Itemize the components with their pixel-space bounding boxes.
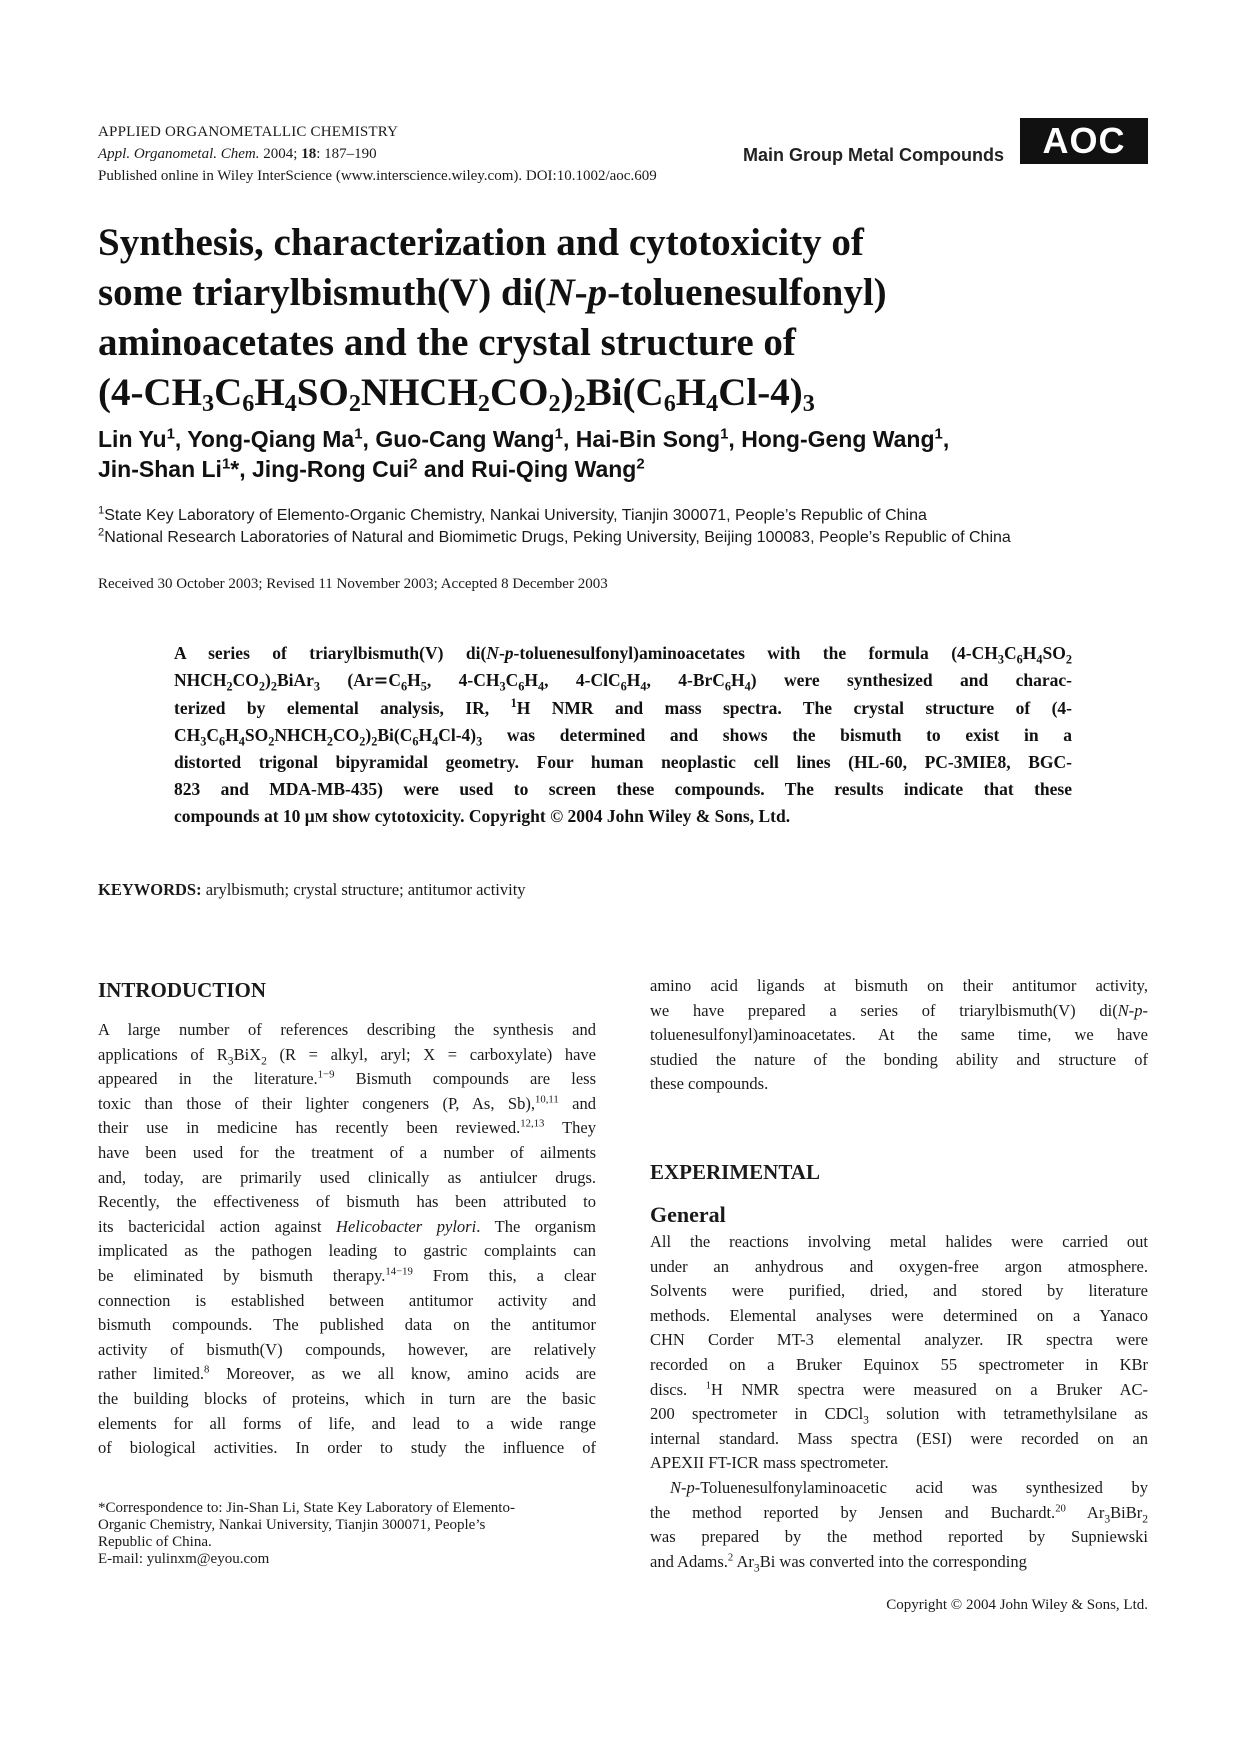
formula-text: ) xyxy=(560,371,574,414)
page-copyright: Copyright © 2004 John Wiley & Sons, Ltd. xyxy=(886,1597,1148,1613)
formula-subscript: 3 xyxy=(802,390,815,418)
title-line-1: Synthesis, characterization and cytotoxicity of xyxy=(98,221,864,264)
author-affiliation-marker: 1 xyxy=(720,425,729,443)
text-line: bismuth compounds. The published data on the antitumor xyxy=(98,1315,596,1335)
text-line: their use in medicine has recently been reviewed.$^{12,13}$ They xyxy=(98,1117,596,1138)
formula-text: Bi(C xyxy=(585,371,664,414)
author-affiliation-marker: 1 xyxy=(354,425,363,443)
general-subheading: General xyxy=(650,1202,726,1227)
citation-volume: 18 xyxy=(301,146,317,162)
abstract xyxy=(174,640,1072,832)
author-name: Jin-Shan Li xyxy=(98,456,222,482)
journal-name: APPLIED ORGANOMETALLIC CHEMISTRY xyxy=(98,124,399,140)
formula-subscript: 3 xyxy=(201,390,215,418)
text-line: have been used for the treatment of a number of ailments xyxy=(98,1142,596,1162)
text-line: A large number of references describing the synthesis and xyxy=(98,1020,596,1039)
text-line: implicated as the pathogen leading to gastric complaints can xyxy=(98,1241,596,1261)
citation-year: 2004; xyxy=(259,146,302,162)
text-line: CHN Corder MT-3 elemental analyzer. IR spectra were xyxy=(650,1330,1148,1350)
formula-text: Cl-4) xyxy=(718,371,803,414)
text-line: we have prepared a series of triarylbismuth(V) di(N-p- xyxy=(650,1000,1148,1020)
text-line: studied the nature of the bonding ability and structure of xyxy=(650,1049,1148,1069)
text-line: connection is established between antitumor activity and xyxy=(98,1290,596,1310)
text-line: was prepared by the method reported by Supniewski xyxy=(650,1527,1148,1547)
text-line: and Adams.$^2$ $Ar_3Bi$ was converted into the corresponding xyxy=(650,1551,1027,1575)
text-line: its bactericidal action against Helicobacter pylori. The organism xyxy=(98,1216,596,1236)
section-label: Main Group Metal Compounds xyxy=(743,145,1004,165)
formula-subscript: 2 xyxy=(548,390,561,418)
text-line: of biological activities. In order to study the influence of xyxy=(98,1438,596,1458)
introduction-heading: INTRODUCTION xyxy=(98,978,267,1002)
author-affiliation-marker: 1 xyxy=(166,425,175,443)
formula-subscript: 4 xyxy=(706,390,719,418)
author-affiliation-marker: 2 xyxy=(409,455,418,473)
introduction-continued xyxy=(650,974,1148,1097)
formula-subscript: 2 xyxy=(477,390,490,418)
author-name: and Rui-Qing Wang xyxy=(417,456,637,482)
text-line: methods. Elemental analyses were determined on a Yanaco xyxy=(650,1305,1148,1325)
text-line: elements for all forms of life, and lead to a wide range xyxy=(98,1413,596,1433)
text-line: rather limited.$^8$ Moreover, as we all know, amino acids are xyxy=(98,1363,596,1384)
title-formula xyxy=(98,368,1148,418)
title-text: some triarylbismuth(V) di( xyxy=(98,271,547,314)
text-line: 200 spectrometer in CDCl$_3$ solution with tetramethylsilane as xyxy=(650,1404,1148,1427)
text-line: activity of bismuth(V) compounds, however, are relatively xyxy=(98,1339,596,1359)
keywords xyxy=(98,880,526,900)
text-line: Recently, the effectiveness of bismuth has been attributed to xyxy=(98,1192,596,1212)
author-name: , xyxy=(942,426,950,452)
formula-text: C xyxy=(214,371,243,414)
abstract-line: distorted trigonal bipyramidal geometry. Four human neoplastic cell lines (HL-60, PC-3MIE8, BGC- xyxy=(174,752,1072,772)
author-affiliation-marker: 2 xyxy=(636,455,645,473)
affiliation-1 xyxy=(98,505,927,527)
text-line: toluenesulfonyl)aminoacetates. At the same time, we have xyxy=(650,1025,1148,1045)
abstract-line: compounds at 10 μM show cytotoxicity. Copyright © 2004 John Wiley & Sons, Ltd. xyxy=(174,806,791,826)
text-line: under an anhydrous and oxygen-free argon atmosphere. xyxy=(650,1256,1148,1276)
title-line-2 xyxy=(98,268,1148,318)
title-italic: p xyxy=(587,271,608,314)
citation xyxy=(98,144,377,164)
author-name: , Hong-Geng Wang xyxy=(728,426,935,452)
abstract-line: $NHCH_2CO_2)_2BiAr_3$ ($Ar=C_6H_5$, $4-CH_3C_6H_4$, $4-ClC_6H_4$, $4-BrC_6H_4$) were synthesized and charac- xyxy=(174,670,1073,694)
formula-text: SO xyxy=(296,371,349,414)
text-line: Solvents were purified, dried, and stored by literature xyxy=(650,1281,1148,1301)
formula-subscript: 6 xyxy=(242,390,255,418)
text-line: N-p-Toluenesulfonylaminoacetic acid was synthesized by xyxy=(670,1477,1148,1497)
text-line: appeared in the literature.$^{1-9}$ Bismuth compounds are less xyxy=(98,1068,596,1089)
formula-text: H xyxy=(254,371,285,414)
text-line: toxic than those of their lighter congeners (P, As, Sb),$^{10,11}$ and xyxy=(98,1093,596,1113)
citation-pages: : 187–190 xyxy=(316,146,377,162)
author-list xyxy=(98,424,1158,484)
text-line: applications of $R_3BiX_2$ (R = alkyl, aryl; X = carboxylate) have xyxy=(98,1044,597,1067)
affiliation-number: 2 xyxy=(98,526,105,539)
author-affiliation-marker: 1 xyxy=(221,455,231,473)
text-line: recorded on a Bruker Equinox 55 spectrometer in KBr xyxy=(650,1354,1148,1374)
footnote-line: *Correspondence to: Jin-Shan Li, State Key Laboratory of Elemento- xyxy=(98,1500,515,1516)
formula-text: (4-CH xyxy=(98,371,202,414)
text-line: discs. $^1$H NMR spectra were measured on a Bruker AC- xyxy=(650,1379,1149,1399)
formula-subscript: 2 xyxy=(573,390,586,418)
author-line-1 xyxy=(98,424,1158,454)
citation-journal: Appl. Organometal. Chem. xyxy=(98,146,260,162)
title-line-3: aminoacetates and the crystal structure of xyxy=(98,321,796,364)
experimental-body xyxy=(650,1230,1148,1574)
keywords-text: arylbismuth; crystal structure; antitumor activity xyxy=(201,880,526,899)
formula-subscript: 4 xyxy=(284,390,297,418)
title-italic: N xyxy=(546,271,575,314)
text-line: be eliminated by bismuth therapy.$^{14-19}$ From this, a clear xyxy=(98,1265,596,1285)
abstract-line: A series of triarylbismuth(V) di(N-p-toluenesulfonyl)aminoacetates with the formula ($4-CH_3C_6H_4SO_2$ xyxy=(174,643,1072,667)
title-text: - xyxy=(574,271,588,314)
formula-text: NHCH xyxy=(360,371,478,414)
author-name: Lin Yu xyxy=(98,426,167,452)
text-line: and, today, are primarily used clinically as antiulcer drugs. xyxy=(98,1167,596,1187)
text-line: amino acid ligands at bismuth on their antitumor activity, xyxy=(650,976,1148,995)
formula-subscript: 6 xyxy=(663,390,676,418)
received-dates: Received 30 October 2003; Revised 11 November 2003; Accepted 8 December 2003 xyxy=(98,576,608,592)
author-affiliation-marker: 1 xyxy=(554,425,563,443)
text-line: the method reported by Jensen and Buchardt.$^{20}$ $Ar_3BiBr_2$ xyxy=(650,1502,1149,1525)
text-line: All the reactions involving metal halides were carried out xyxy=(650,1232,1148,1251)
footnote-line: Organic Chemistry, Nankai University, Tianjin 300071, People’s xyxy=(98,1517,486,1533)
text-line: the building blocks of proteins, which in turn are the basic xyxy=(98,1388,596,1408)
article-title xyxy=(98,218,1148,418)
text-line: internal standard. Mass spectra (ESI) were recorded on an xyxy=(650,1428,1148,1448)
affiliation-2 xyxy=(98,527,1011,549)
author-name: , Hai-Bin Song xyxy=(562,426,721,452)
publication-info: Published online in Wiley InterScience (www.interscience.wiley.com). DOI:10.1002/aoc.609 xyxy=(98,168,657,184)
footnote-line: Republic of China. xyxy=(98,1534,212,1550)
author-affiliation-marker: 1 xyxy=(934,425,943,443)
abstract-line: 823 and MDA-MB-435) were used to screen these compounds. The results indicate that these xyxy=(174,779,1072,799)
author-line-2 xyxy=(98,454,1158,484)
title-text: -toluenesulfonyl) xyxy=(607,271,887,314)
author-name: , Yong-Qiang Ma xyxy=(174,426,355,452)
affiliation-text: State Key Laboratory of Elemento-Organic Chemistry, Nankai University, Tianjin 300071, People’s Republic of China xyxy=(104,507,927,524)
author-name: *, Jing-Rong Cui xyxy=(230,456,410,482)
abstract-line: terized by elemental analysis, IR, $^1$H NMR and mass spectra. The crystal structure of (4- xyxy=(174,696,1072,718)
text-line: these compounds. xyxy=(650,1074,769,1094)
formula-text: CO xyxy=(490,371,549,414)
author-name: , Guo-Cang Wang xyxy=(362,426,555,452)
affiliation-number: 1 xyxy=(98,504,105,517)
correspondence-footnote xyxy=(98,1500,596,1568)
footnote-line: E-mail: yulinxm@eyou.com xyxy=(98,1551,270,1567)
formula-text: H xyxy=(675,371,707,414)
affiliation-text: National Research Laboratories of Natural and Biomimetic Drugs, Peking University, Beijing 100083, People’s Republic of China xyxy=(104,529,1011,546)
introduction-body xyxy=(98,1018,596,1461)
journal-logo: AOC xyxy=(1020,118,1148,164)
experimental-heading: EXPERIMENTAL xyxy=(650,1160,820,1184)
abstract-line: $CH_3C_6H_4SO_2NHCH_2CO_2)_2Bi(C_6H_4Cl-4)_3$ was determined and shows the bismuth to exist in a xyxy=(174,725,1072,749)
formula-subscript: 2 xyxy=(348,390,361,418)
keywords-label: KEYWORDS: xyxy=(98,880,202,899)
text-line: APEXII FT-ICR mass spectrometer. xyxy=(650,1453,889,1473)
